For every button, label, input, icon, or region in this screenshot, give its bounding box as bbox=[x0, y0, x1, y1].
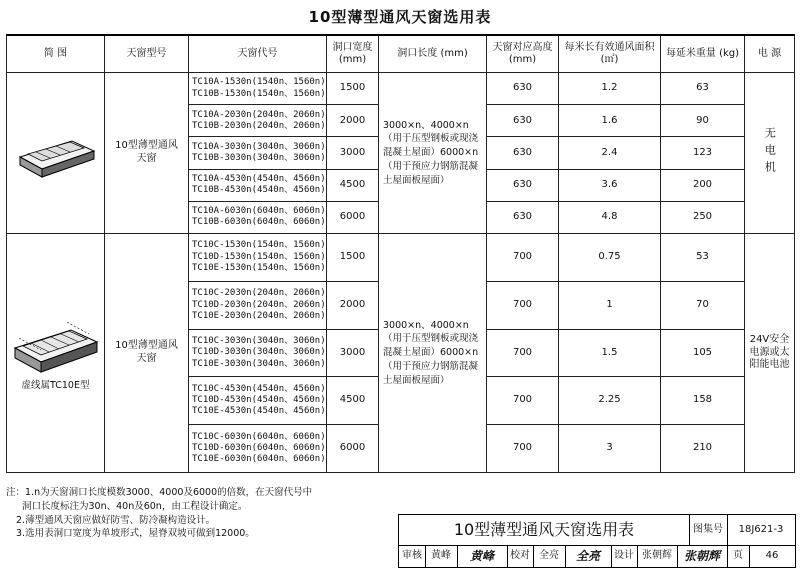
height-cell: 700 bbox=[487, 329, 559, 377]
code-cell bbox=[189, 377, 327, 425]
code-line: TC10A-3030n(3040n、3060n) bbox=[192, 141, 326, 152]
code-line: TC10B-2030n(2040n、2060n) bbox=[192, 120, 326, 131]
review-name: 黄峰 bbox=[425, 545, 458, 567]
weight-cell: 63 bbox=[661, 73, 745, 105]
area-cell: 1 bbox=[559, 281, 661, 329]
code-cell bbox=[189, 281, 327, 329]
power-text: 无电机 bbox=[763, 127, 777, 179]
check-signature: 全亮 bbox=[565, 545, 612, 567]
note-line: 洞口长度标注为30n、40n及60n，由工程设计确定。 bbox=[22, 500, 248, 512]
column-header: 每延米重量 (kg) bbox=[661, 35, 745, 73]
height-cell: 630 bbox=[487, 73, 559, 105]
area-cell: 1.5 bbox=[559, 329, 661, 377]
code-line: TC10A-1530n(1540n、1560n) bbox=[192, 77, 326, 88]
column-header: 天窗对应高度 (mm) bbox=[487, 35, 559, 73]
code-line: TC10C-4530n(4540n、4560n) bbox=[192, 383, 326, 394]
note-line: 2.薄型通风天窗应做好防雪、防冷凝构造设计。 bbox=[16, 514, 216, 526]
table-row bbox=[7, 233, 795, 281]
column-header: 天窗型号 bbox=[105, 35, 189, 73]
note-line: 3.选用表洞口宽度为单坡形式，屋脊双坡可做到12000。 bbox=[16, 528, 255, 540]
code-cell bbox=[189, 425, 327, 473]
weight-cell: 210 bbox=[661, 425, 745, 473]
height-cell: 630 bbox=[487, 105, 559, 137]
weight-cell: 53 bbox=[661, 233, 745, 281]
width-cell: 3000 bbox=[327, 329, 379, 377]
code-line: TC10E-6030n(6040n、6060n) bbox=[192, 454, 326, 465]
area-cell: 2.4 bbox=[559, 137, 661, 169]
code-line: TC10C-1530n(1540n、1560n) bbox=[192, 240, 326, 251]
weight-cell: 123 bbox=[661, 137, 745, 169]
width-cell: 1500 bbox=[327, 233, 379, 281]
skylight-sketch bbox=[14, 123, 98, 183]
code-line: TC10A-2030n(2040n、2060n) bbox=[192, 109, 326, 120]
weight-cell: 105 bbox=[661, 329, 745, 377]
code-line: TC10C-2030n(2040n、2060n) bbox=[192, 288, 326, 299]
width-cell: 2000 bbox=[327, 281, 379, 329]
length-note-cell: 3000×n、4000×n（用于压型钢板或现浇混凝土屋面）6000×n（用于预应力钢筋混凝土屋面板屋面） bbox=[379, 73, 487, 234]
column-header: 洞口宽度 (mm) bbox=[327, 35, 379, 73]
weight-cell: 90 bbox=[661, 105, 745, 137]
area-cell: 1.2 bbox=[559, 73, 661, 105]
code-line: TC10E-3030n(3040n、3060n) bbox=[192, 358, 326, 369]
width-cell: 3000 bbox=[327, 137, 379, 169]
column-header: 天窗代号 bbox=[189, 35, 327, 73]
height-cell: 630 bbox=[487, 201, 559, 233]
design-signature: 张朝辉 bbox=[677, 545, 728, 567]
column-header: 电 源 bbox=[745, 35, 795, 73]
check-label: 校对 bbox=[507, 545, 534, 567]
code-cell bbox=[189, 201, 327, 233]
review-signature: 黄峰 bbox=[457, 545, 508, 567]
column-header: 简 图 bbox=[7, 35, 105, 73]
code-line: TC10D-4530n(4540n、4560n) bbox=[192, 395, 326, 406]
area-cell: 2.25 bbox=[559, 377, 661, 425]
code-line: TC10C-6030n(6040n、6060n) bbox=[192, 431, 326, 442]
area-cell: 0.75 bbox=[559, 233, 661, 281]
note-line: 注：1.n为天窗洞口长度模数3000、4000及6000的倍数，在天窗代号中 bbox=[6, 487, 313, 498]
code-line: TC10E-1530n(1540n、1560n) bbox=[192, 262, 326, 273]
length-note-cell: 3000×n、4000×n（用于压型钢板或现浇混凝土屋面）6000×n（用于预应力钢筋混凝土屋面板屋面） bbox=[379, 233, 487, 472]
design-name: 张朝辉 bbox=[637, 545, 678, 567]
page-number: 46 bbox=[765, 550, 779, 561]
code-line: TC10E-4530n(4540n、4560n) bbox=[192, 406, 326, 417]
code-line: TC10C-3030n(3040n、3060n) bbox=[192, 336, 326, 347]
code-cell bbox=[189, 169, 327, 201]
table-row bbox=[7, 73, 795, 105]
header-row bbox=[7, 35, 795, 73]
weight-cell: 158 bbox=[661, 377, 745, 425]
model-cell: 10型薄型通风天窗 bbox=[105, 233, 189, 472]
code-cell bbox=[189, 233, 327, 281]
width-cell: 6000 bbox=[327, 425, 379, 473]
page-title: 10型薄型通风天窗选用表 bbox=[308, 8, 492, 26]
height-cell: 630 bbox=[487, 137, 559, 169]
notes bbox=[6, 486, 336, 541]
code-line: TC10D-6030n(6040n、6060n) bbox=[192, 442, 326, 453]
review-label: 审核 bbox=[399, 545, 426, 567]
atlas-label: 图集号 bbox=[689, 515, 728, 545]
code-line: TC10B-4530n(4540n、4560n) bbox=[192, 185, 326, 196]
height-cell: 700 bbox=[487, 425, 559, 473]
height-cell: 630 bbox=[487, 169, 559, 201]
height-cell: 700 bbox=[487, 281, 559, 329]
column-header: 洞口长度 (mm) bbox=[379, 35, 487, 73]
sketch-cell bbox=[7, 73, 105, 234]
code-line: TC10E-2030n(2040n、2060n) bbox=[192, 310, 326, 321]
atlas-number: 18J621-3 bbox=[738, 524, 784, 535]
sketch-caption: 虚线属TC10E型 bbox=[21, 379, 90, 391]
code-line: TC10B-6030n(6040n、6060n) bbox=[192, 217, 326, 228]
drawing-name: 10型薄型通风天窗选用表 bbox=[399, 515, 690, 545]
selection-table bbox=[6, 34, 795, 473]
code-cell bbox=[189, 105, 327, 137]
area-cell: 4.8 bbox=[559, 201, 661, 233]
code-line: TC10B-3030n(3040n、3060n) bbox=[192, 152, 326, 163]
height-cell: 700 bbox=[487, 377, 559, 425]
code-line: TC10D-2030n(2040n、2060n) bbox=[192, 299, 326, 310]
code-cell bbox=[189, 73, 327, 105]
skylight-sketch bbox=[11, 314, 101, 376]
code-line: TC10B-1530n(1540n、1560n) bbox=[192, 88, 326, 99]
model-cell: 10型薄型通风天窗 bbox=[105, 73, 189, 234]
code-cell bbox=[189, 329, 327, 377]
code-cell bbox=[189, 137, 327, 169]
code-line: TC10D-3030n(3040n、3060n) bbox=[192, 347, 326, 358]
check-name: 全亮 bbox=[533, 545, 566, 567]
height-cell: 700 bbox=[487, 233, 559, 281]
power-text: 24V安全电源或太阳能电池 bbox=[749, 334, 790, 371]
width-cell: 2000 bbox=[327, 105, 379, 137]
code-line: TC10A-6030n(6040n、6060n) bbox=[192, 206, 326, 217]
code-line: TC10A-4530n(4540n、4560n) bbox=[192, 173, 326, 184]
width-cell: 6000 bbox=[327, 201, 379, 233]
power-cell bbox=[745, 233, 795, 472]
power-cell bbox=[745, 73, 795, 234]
width-cell: 4500 bbox=[327, 169, 379, 201]
code-line: TC10D-1530n(1540n、1560n) bbox=[192, 251, 326, 262]
area-cell: 3 bbox=[559, 425, 661, 473]
width-cell: 4500 bbox=[327, 377, 379, 425]
sketch-cell bbox=[7, 233, 105, 472]
area-cell: 3.6 bbox=[559, 169, 661, 201]
weight-cell: 200 bbox=[661, 169, 745, 201]
weight-cell: 70 bbox=[661, 281, 745, 329]
page-label: 页 bbox=[727, 545, 750, 567]
design-label: 设计 bbox=[611, 545, 638, 567]
weight-cell: 250 bbox=[661, 201, 745, 233]
column-header: 每米长有效通风面积 (㎡) bbox=[559, 35, 661, 73]
area-cell: 1.6 bbox=[559, 105, 661, 137]
title-block bbox=[398, 514, 796, 568]
width-cell: 1500 bbox=[327, 73, 379, 105]
